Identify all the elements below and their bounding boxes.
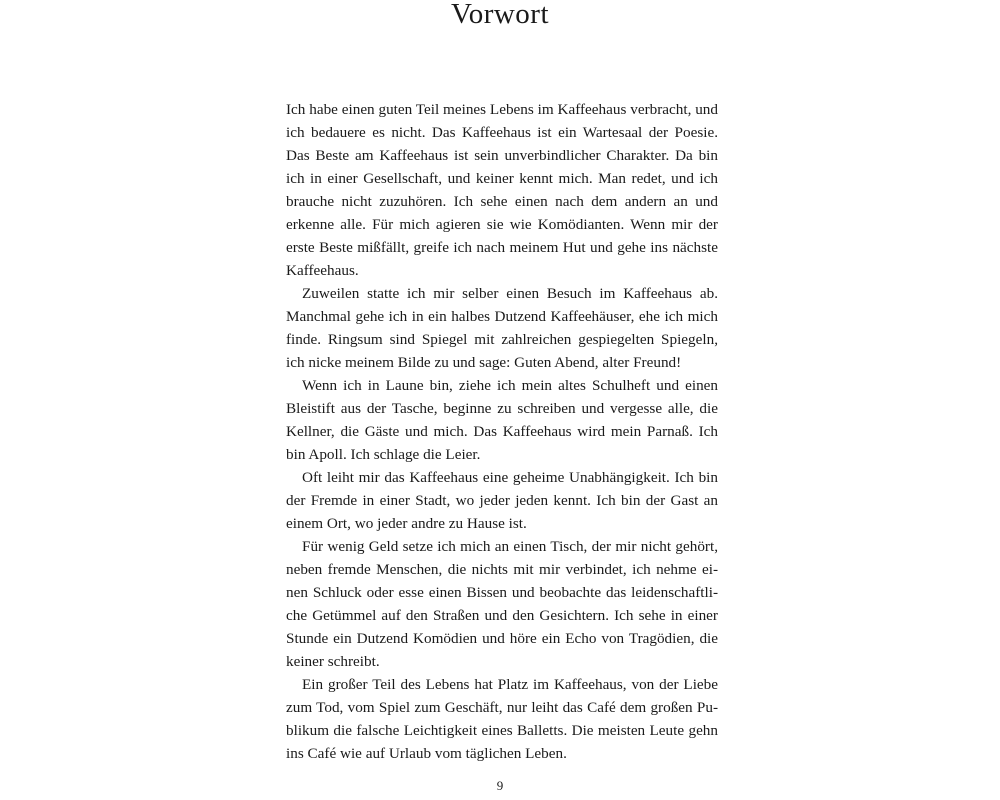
page-number: 9	[496, 778, 504, 793]
paragraph: Zuweilen statte ich mir selber einen Besuch im Kaffeehaus ab. Manchmal gehe ich in ein halbes Dutzend Kaffeehäuser, ehe ich mich finde. Ringsum sind Spiegel mit zahlreichen gespiegelten Spiegeln, ich nicke meinem Bilde zu und sage: Guten Abend, alter Freund!	[286, 285, 718, 371]
paragraph: Wenn ich in Laune bin, ziehe ich mein altes Schulheft und einen Bleistift aus der Tasche, beginne zu schreiben und vergesse alle, die Kellner, die Gäste und mich. Das Kaffeehaus wird mein Parnaß. Ich bin Apoll. Ich schlage die Leier.	[286, 377, 718, 463]
paragraph: Ich habe einen guten Teil meines Lebens im Kaffeehaus verbracht, und ich bedauere es nicht. Das Kaffeehaus ist ein Wartesaal der Poesie. Das Beste am Kaffeehaus ist sein unverbindlicher Charakter. Da bin ich in einer Gesellschaft, und keiner kennt mich. Man redet, und ich brauche nicht zuzuhören. Ich sehe einen nach dem andern an und erkenne alle. Für mich agieren sie wie Komödianten. Wenn mir der erste Beste mißfällt, greife ich nach meinem Hut und gehe ins nächste Kaffeehaus.	[286, 101, 718, 279]
body-text	[286, 98, 718, 765]
paragraph: Ein großer Teil des Lebens hat Platz im Kaffeehaus, von der Liebe zum Tod, vom Spiel zum Geschäft, nur leiht das Café dem großen Publikum die falsche Leichtigkeit eines Balletts. Die meisten Leute gehn ins Café wie auf Urlaub vom täglichen Leben.	[286, 676, 718, 762]
chapter-title: Vorwort	[450, 0, 550, 30]
paragraph: Oft leiht mir das Kaffeehaus eine geheime Unabhängigkeit. Ich bin der Fremde in einer Stadt, wo jeder jeden kennt. Ich bin der Gast an einem Ort, wo jeder andre zu Hause ist.	[286, 469, 718, 532]
paragraph: Für wenig Geld setze ich mich an einen Tisch, der mir nicht gehört, neben fremde Menschen, die nichts mit mir verbindet, ich nehme einen Schluck oder esse einen Bissen und beobachte das leidenschaftliche Getümmel auf den Straßen und den Gesichtern. Ich sehe in einer Stunde ein Dutzend Komödien und höre ein Echo von Tragödien, die keiner schreibt.	[286, 538, 718, 670]
